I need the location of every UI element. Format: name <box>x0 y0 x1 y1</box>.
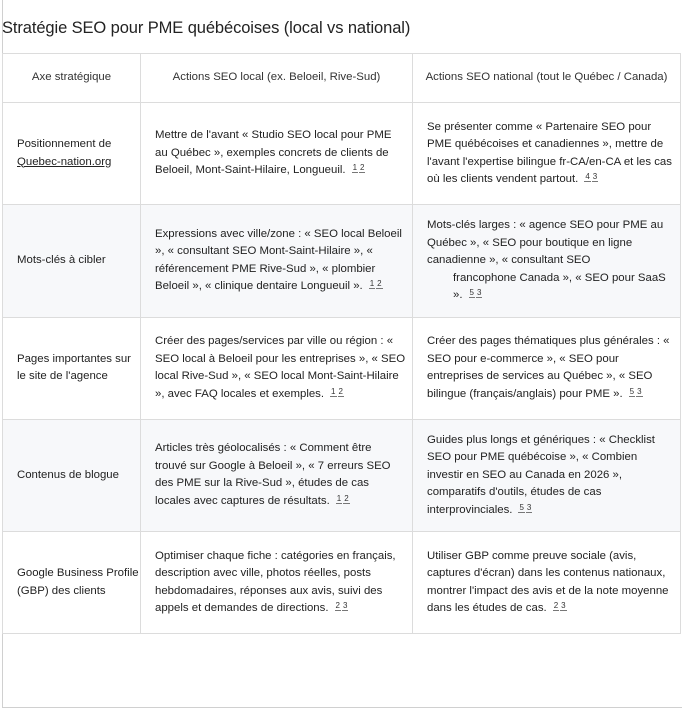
citation-refs <box>553 602 568 611</box>
citation-link[interactable]: 1 <box>336 493 342 503</box>
citation-link[interactable]: 2 <box>360 163 365 173</box>
citation-link[interactable]: 4 <box>585 172 590 181</box>
table-header-row <box>3 54 681 103</box>
table-row <box>3 532 681 634</box>
quebec-nation-link[interactable]: Quebec-nation.org <box>17 155 112 168</box>
table-row <box>3 317 681 419</box>
citation-link[interactable]: 2 <box>553 601 559 610</box>
axis-text: Positionnement de <box>17 138 112 150</box>
local-text: Créer des pages/services par ville ou région : « SEO local à Beloeil pour les entreprises », « SEO local Rive-Sud », « SEO local Mont-Saint-Hilaire », avec FAQ locales et exemples. <box>155 335 406 400</box>
national-text: Se présenter comme « Partenaire SEO pour PME québécoises et canadiennes », mettre de l'avant l'expertise bilingue fr-CA/en-CA et les cas où les clients vendent partout. <box>427 120 672 185</box>
national-text: Guides plus longs et génériques : « Checklist SEO pour PME québécoise », « Combien investir en SEO au Canada en 2026 », comparatifs d'outils, études de cas interprovinciales. <box>427 433 655 516</box>
national-cell <box>413 419 681 532</box>
citation-refs <box>369 280 384 289</box>
citation-link[interactable]: 3 <box>637 386 642 396</box>
citation-link[interactable]: 5 <box>519 502 524 512</box>
national-text-continued <box>427 270 676 305</box>
header-axis: Axe stratégique <box>3 54 141 103</box>
citation-link[interactable]: 3 <box>592 172 598 181</box>
national-text: Mots-clés larges : « agence SEO pour PME au Québec », « SEO pour boutique en ligne canadienne », « consultant SEO <box>427 219 664 266</box>
local-text: Optimiser chaque fiche : catégories en français, description avec ville, photos réelles, posts hebdomadaires, réponses aux avis, suivi des appels et demandes de directions. <box>155 549 396 614</box>
table-row <box>3 419 681 532</box>
national-cell <box>413 103 681 205</box>
axis-cell <box>3 103 141 205</box>
local-cell <box>141 419 413 532</box>
seo-strategy-table <box>2 53 681 634</box>
axis-cell: Contenus de blogue <box>3 419 141 532</box>
local-cell <box>141 103 413 205</box>
citation-link[interactable]: 3 <box>342 601 348 610</box>
national-cell <box>413 317 681 419</box>
citation-refs <box>518 504 533 513</box>
local-text: Mettre de l'avant « Studio SEO local pour PME au Québec », exemples concrets de clients de Beloeil, Mont-Saint-Hilaire, Longueuil. <box>155 129 392 177</box>
local-cell <box>141 317 413 419</box>
citation-link[interactable]: 1 <box>331 386 336 396</box>
citation-refs <box>629 388 644 397</box>
citation-link[interactable]: 1 <box>352 163 358 173</box>
local-cell <box>141 205 413 318</box>
header-local: Actions SEO local (ex. Beloeil, Rive-Sud) <box>141 54 413 103</box>
citation-refs <box>469 289 484 298</box>
citation-refs <box>352 164 367 173</box>
national-cell <box>413 532 681 634</box>
citation-link[interactable]: 3 <box>526 502 532 512</box>
national-text: Créer des pages thématiques plus générales : « SEO pour e-commerce », « SEO pour entreprises de services au Québec », « SEO bilingue (français/anglais) pour PME ». <box>427 335 670 400</box>
national-cell <box>413 205 681 318</box>
local-text: Expressions avec ville/zone : « SEO local Beloeil », « consultant SEO Mont-Saint-Hilaire », « référencement PME Rive-Sud », « plombier Beloeil », « clinique dentaire Longueuil ». <box>155 227 402 293</box>
citation-refs <box>335 602 350 611</box>
citation-link[interactable]: 3 <box>561 601 566 610</box>
citation-link[interactable]: 2 <box>344 493 349 503</box>
citation-link[interactable]: 5 <box>469 288 474 297</box>
citation-refs <box>584 173 599 182</box>
axis-cell: Pages importantes sur le site de l'agence <box>3 317 141 419</box>
local-cell <box>141 532 413 634</box>
axis-cell: Google Business Profile (GBP) des clients <box>3 532 141 634</box>
citation-refs <box>336 495 351 504</box>
citation-refs <box>330 388 345 397</box>
citation-link[interactable]: 2 <box>335 601 340 610</box>
citation-link[interactable]: 5 <box>629 386 635 396</box>
national-text: Utiliser GBP comme preuve sociale (avis, captures d'écran) dans les contenus nationaux, montrer l'impact des avis et de la note moyenne dans les études de cas. <box>427 549 669 614</box>
table-row <box>3 205 681 318</box>
local-text: Articles très géolocalisés : « Comment être trouvé sur Google à Beloeil », « 7 erreurs SEO des PME sur la Rive-Sud », études de cas locales avec captures de résultats. <box>155 442 391 507</box>
national-text-tail: francophone Canada », « SEO pour SaaS ». <box>453 271 666 301</box>
header-national: Actions SEO national (tout le Québec / Canada) <box>413 54 681 103</box>
citation-link[interactable]: 3 <box>476 288 482 297</box>
citation-link[interactable]: 1 <box>369 279 375 289</box>
axis-cell: Mots-clés à cibler <box>3 205 141 318</box>
citation-link[interactable]: 2 <box>377 279 382 289</box>
table-row <box>3 103 681 205</box>
page-title: Stratégie SEO pour PME québécoises (local vs national) <box>2 19 411 37</box>
citation-link[interactable]: 2 <box>338 386 343 396</box>
